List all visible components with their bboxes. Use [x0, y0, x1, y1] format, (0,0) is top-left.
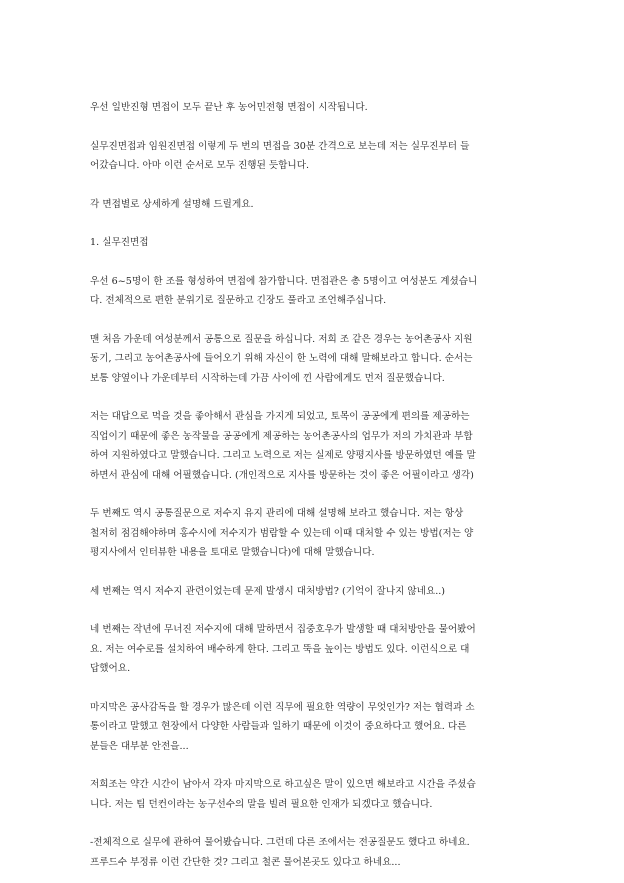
text-line: 철저히 점검해야하며 홍수시에 저수지가 범람할 수 있는데 이때 대처할 수 있는 방법(저는 양 [90, 527, 474, 539]
text-line: 동기, 그리고 농어촌공사에 들어오기 위해 자신이 한 노력에 대해 말해보라고 합니다. 순서는 [90, 353, 473, 364]
section-heading [90, 233, 536, 253]
text-line: 저희조는 약간 시간이 남아서 각자 마지막으로 하고싶은 말이 있으면 해보라고 시간을 주셨습 [90, 779, 476, 790]
text-line: 보통 양옆이나 가운데부터 시작하는데 가끔 사이에 낀 사람에게도 먼저 질문했습니다. [90, 372, 445, 384]
paragraph-third-question [90, 582, 536, 602]
text-line: 저는 대답으로 먹을 것을 좋아해서 관심을 가지게 되었고, 토목이 공공에게 편의를 제공하는 [90, 411, 470, 422]
text-line: 프루드수 부정류 이런 간단한 것? 그리고 철콘 물어본곳도 있다고 하네요... [90, 856, 401, 868]
paragraph-summary [90, 833, 536, 872]
text-line: 하면서 관심에 대해 어필했습니다. (개인적으로 지사를 방문하는 것이 좋은 어필이라고 생각) [90, 469, 474, 481]
text-line: 우선 6~5명이 한 조를 형성하여 면접에 참가합니다. 면접관은 총 5명이고 여성분도 계셨습니 [90, 275, 478, 287]
text-line: 1. 실무진면접 [90, 237, 149, 248]
text-line: 통이라고 말했고 현장에서 다양한 사람들과 일하기 때문에 이것이 중요하다고 했어요. 다른 [90, 721, 467, 732]
paragraph-lead-in [90, 195, 536, 215]
text-line: 각 면접별로 상세하게 설명해 드릴게요. [90, 198, 254, 210]
text-line: 니다. 저는 팀 던컨이라는 농구선수의 말을 빌려 필요한 인재가 되겠다고 했습니다. [90, 798, 433, 810]
paragraph-first-answer [90, 407, 536, 485]
text-line: 세 번째는 역시 저수지 관련이었는데 문제 발생시 대처방법? (기억이 잘나지 않네요..) [90, 585, 446, 597]
text-line: 마지막은 공사감독을 할 경우가 많은데 이런 직무에 필요한 역량이 무엇인가? 저는 협력과 소 [90, 701, 475, 713]
paragraph-interview-order [90, 137, 536, 176]
paragraph-closing-remarks [90, 775, 536, 814]
paragraph-fourth-question [90, 620, 536, 679]
text-line: 평지사에서 인터뷰한 내용을 토대로 말했습니다)에 대해 말했습니다. [90, 547, 375, 558]
text-line: -전체적으로 실무에 관하여 물어봤습니다. 그런데 다른 조에서는 전공질문도 했다고 하네요. [90, 837, 470, 848]
paragraph-first-question [90, 330, 536, 389]
text-line: 우선 일반진형 면접이 모두 끝난 후 농어민전형 면접이 시작됩니다. [90, 102, 368, 113]
paragraph-last-question [90, 698, 536, 757]
text-line: 분들은 대부분 안전을... [90, 740, 189, 752]
paragraph-group-setup [90, 272, 536, 311]
text-line: 요. 저는 여수로를 설치하여 배수하게 한다. 그리고 뚝을 높이는 방법도 있다. 이런식으로 대 [90, 643, 470, 655]
text-line: 네 번째는 작년에 무너진 저수지에 대해 말하면서 집중호우가 발생할 때 대처방안을 물어봤어 [90, 624, 476, 635]
paragraph-intro [90, 98, 536, 118]
text-line: 직업이기 때문에 좋은 농작물을 공공에게 제공하는 농어촌공사의 업무가 저의 가치관과 부합 [90, 430, 473, 442]
text-line: 두 번째도 역시 공통질문으로 저수지 유지 관리에 대해 설명해 보라고 했습니다. 저는 항상 [90, 508, 464, 519]
text-line: 어갔습니다. 아마 이런 순서로 모두 진행된 듯합니다. [90, 160, 310, 171]
text-line: 다. 전체적으로 편한 분위기로 질문하고 긴장도 풀라고 조언해주십니다. [90, 295, 387, 306]
text-line: 답했어요. [90, 663, 131, 674]
text-line: 맨 처음 가운데 여성분께서 공통으로 질문을 하십니다. 저희 조 같은 경우는 농어촌공사 지원 [90, 333, 473, 345]
paragraph-second-question [90, 504, 536, 563]
text-line: 실무진면접과 임원진면접 이렇게 두 번의 면접을 30분 간격으로 보는데 저는 실무진부터 들 [90, 140, 470, 152]
text-line: 하여 지원하였다고 말했습니다. 그리고 노력으로 저는 실제로 양평지사를 방문하였던 예를 말 [90, 450, 476, 461]
